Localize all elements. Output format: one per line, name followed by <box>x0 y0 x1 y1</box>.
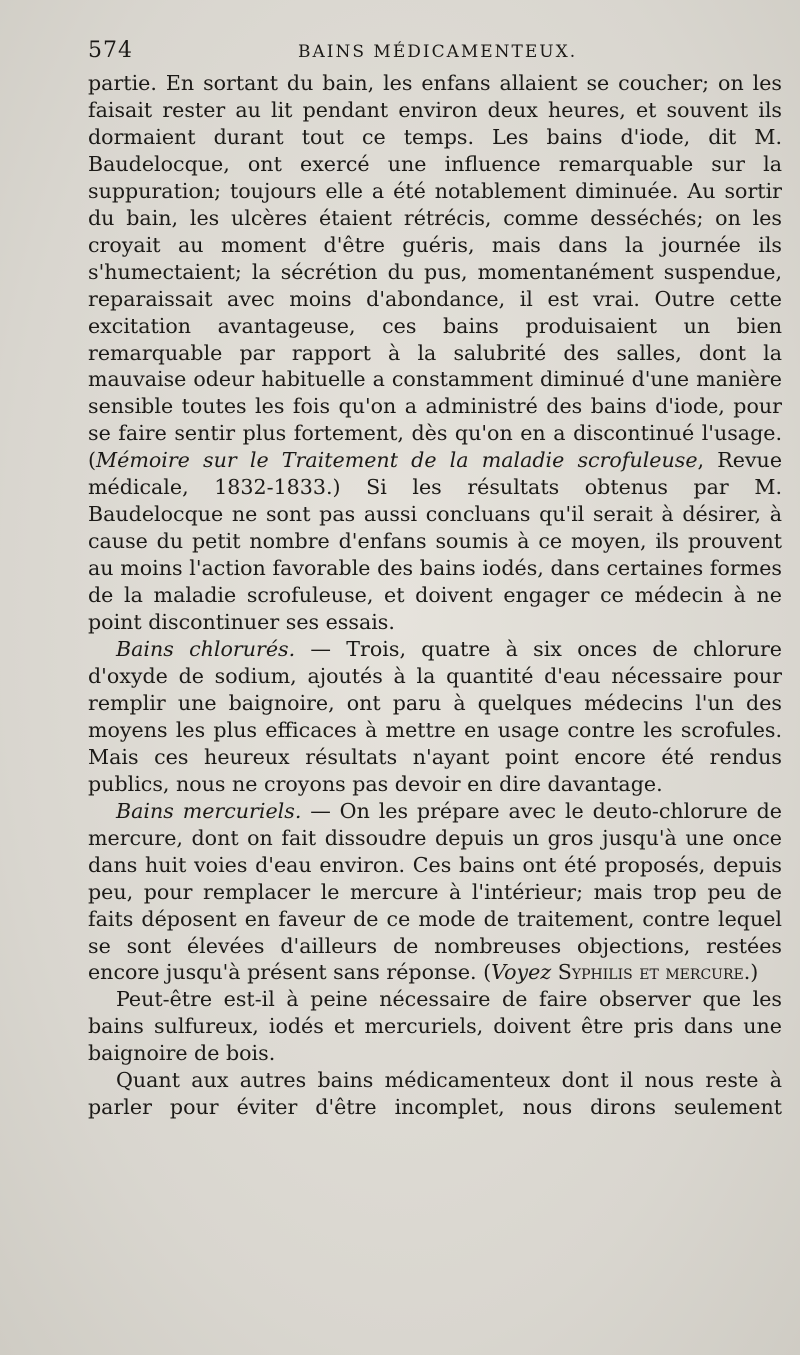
section-heading: Bains mercuriels. <box>116 798 302 823</box>
paragraph-iodine-baths <box>88 70 782 636</box>
paragraph-text: — On les prépare avec le deuto-chlorure de mercure, dont on fait dissoudre depuis un gros jusqu'à une once dans huit voies d'eau environ. Ces bains ont été proposés, depuis peu, pour remplacer le mercure à l'intérieur; mais trop peu de faits déposent en faveur de ce mode de traitement, contre lequel se sont élevées d'ailleurs de nombreuses objections, restées encore jusqu'à présent sans réponse. ( <box>88 798 782 985</box>
paragraph-text: partie. En sortant du bain, les enfans allaient se coucher; on les faisait rester au lit pendant environ deux heures, et souvent ils dormaient durant tout ce temps. Les bains d'iode, dit M. Baudelocque, ont exercé une influence remarquable sur la suppuration; toujours elle a été notablement diminuée. Au sortir du bain, les ulcères étaient rétrécis, comme desséchés; on les croyait au moment d'être guéris, mais dans la journée ils s'humectaient; la sécrétion du pus, momentanément suspendue, reparaissait avec moins d'abondance, il est vrai. Outre cette excitation avantageuse, ces bains produisaient un bien remarquable par rapport à la salubrité des salles, dont la mauvaise odeur habituelle a constamment diminué d'une manière sensible toutes les fois qu'on a administré des bains d'iode, pour se faire sentir plus fortement, dès qu'on en a discontinué l'usage. ( <box>88 71 782 473</box>
section-heading: Bains chlorurés. <box>116 637 296 662</box>
paragraph-other-baths: Quant aux autres bains médicamenteux dont il nous reste à parler pour éviter d'être incomplet, nous dirons seulement <box>88 1068 782 1120</box>
citation-title: Mémoire sur le Traitement de la maladie scrofuleuse <box>96 448 698 473</box>
body-text <box>88 70 782 1121</box>
paragraph-text: — Trois, quatre à six onces de chlorure d'oxyde de sodium, ajoutés à la quantité d'eau nécessaire pour remplir une baignoire, ont paru à quelques médecins l'un des moyens les plus efficaces à mettre en usage contre les scrofules. Mais ces heureux résultats n'ayant point encore été rendus publics, nous ne croyons pas devoir en dire davantage. <box>88 637 782 796</box>
see-reference: Voyez <box>491 960 552 985</box>
cross-reference: Syphilis et mercure <box>557 960 744 985</box>
paragraph-mercurial-baths <box>88 798 782 987</box>
page-header <box>88 38 778 68</box>
page-number: 574 <box>88 38 133 63</box>
paragraph-text: , Revue médicale, 1832-1833.) Si les résultats obtenus par M. Baudelocque ne sont pas aussi concluans qu'il serait à désirer, à cause du petit nombre d'enfans soumis à ce moyen, ils prouvent au moins l'action favorable des bains iodés, dans certaines formes de la maladie scrofuleuse, et doivent engager ce médecin à ne point discontinuer ses essais. <box>88 448 783 635</box>
paragraph-wooden-tub: Peut-être est-il à peine nécessaire de faire observer que les bains sulfureux, iodés et mercuriels, doivent être pris dans une baignoire de bois. <box>88 987 782 1066</box>
paragraph-chlorinated-baths <box>88 636 782 798</box>
paragraph-text: .) <box>743 960 759 985</box>
running-title: BAINS MÉDICAMENTEUX. <box>298 42 578 62</box>
